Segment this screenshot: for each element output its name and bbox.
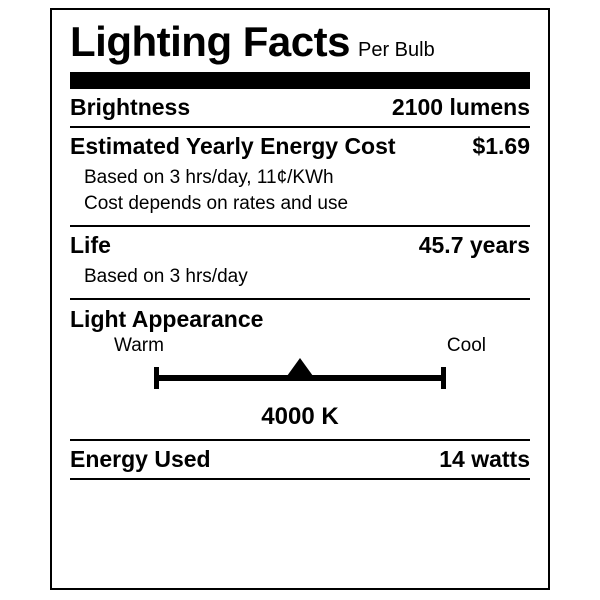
brightness-value: 2100 lumens xyxy=(391,94,530,121)
appearance-scale-ends xyxy=(66,335,534,359)
energy-cost-label: Estimated Yearly Energy Cost xyxy=(70,133,396,160)
title-main-text: Lighting Facts xyxy=(70,18,350,65)
brightness-row xyxy=(66,89,534,126)
lighting-facts-label xyxy=(50,8,550,590)
bottom-blank-area xyxy=(66,480,534,540)
scale-pointer-triangle-icon xyxy=(287,358,313,376)
scale-cool-label: Cool xyxy=(446,335,486,357)
energy-cost-value: $1.69 xyxy=(472,133,530,160)
appearance-scale xyxy=(66,361,534,401)
label-title xyxy=(66,10,534,64)
light-appearance-label: Light Appearance xyxy=(70,306,264,333)
title-sub-text: Per Bulb xyxy=(358,39,435,61)
energy-cost-row xyxy=(66,128,534,165)
brightness-label: Brightness xyxy=(70,94,191,121)
energy-cost-note-1: Based on 3 hrs/day, 11¢/KWh xyxy=(84,167,334,189)
life-label: Life xyxy=(70,232,111,259)
life-row xyxy=(66,227,534,264)
life-note: Based on 3 hrs/day xyxy=(84,266,248,288)
energy-used-label: Energy Used xyxy=(70,446,211,473)
energy-used-row xyxy=(66,441,534,478)
energy-used-value: 14 watts xyxy=(439,446,530,473)
color-temperature-value: 4000 K xyxy=(261,403,339,431)
life-value: 45.7 years xyxy=(418,232,530,259)
scale-warm-label: Warm xyxy=(114,335,164,357)
energy-cost-note-2: Cost depends on rates and use xyxy=(84,193,349,215)
title-divider-bar xyxy=(70,72,530,89)
